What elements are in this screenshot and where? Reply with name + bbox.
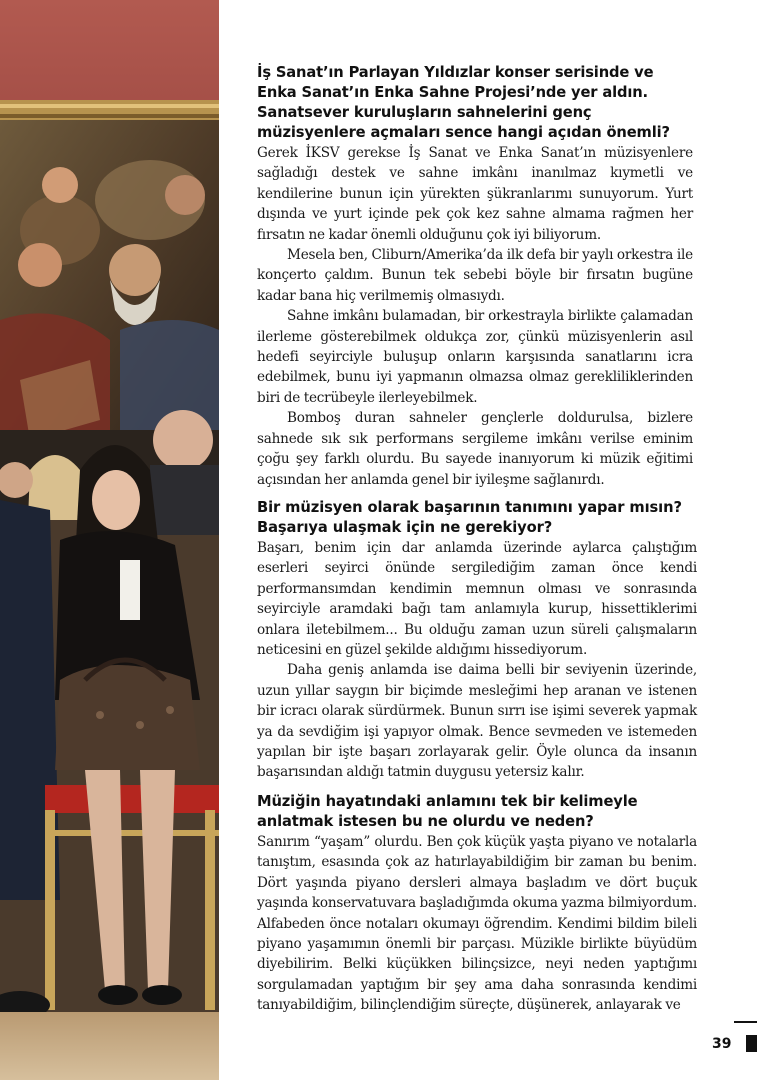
interview-section-1 <box>257 63 693 490</box>
interview-section-2 <box>257 498 697 783</box>
page-marker-block <box>746 1035 757 1052</box>
answer-paragraph: Başarı, benim için dar anlamda üzerinde aylarca çalıştığım eserleri seyirci önünde sergilediğim zaman önce kendi performansımdan kendimin memnun olması ve sonrasında seyirciyle aramdaki bağı tam anlamıyla kurup, hissettiklerimi onlara iletebilmem... Bu olduğu zaman uzun süreli çalışmaların neticesini en güzel şekilde aldığımı hissediyorum. <box>257 540 697 659</box>
interview-question: Müziğin hayatındaki anlamını tek bir kelimeyle anlatmak istesen bu ne olurdu ve neden? <box>257 793 638 830</box>
answer-paragraph: Gerek İKSV gerekse İş Sanat ve Enka Sanat’ın müzisyenlere sağladığı destek ve sahne imkânı inanılmaz kıymetli ve kendilerine bunun için yürekten şükranlarımı sunuyorum. Yurt dışında ve yurt içinde pek çok kez sahne almama rağmen her fırsatın ne kadar önemli olduğunu çok iyi biliyorum. <box>257 145 693 243</box>
answer-paragraph: Mesela ben, Cliburn/Amerika’da ilk defa bir yaylı orkestra ile konçerto çaldım. Bunun tek sebebi böyle bir fırsatın bugüne kadar bana hiç verilmemiş olmasıydı. <box>257 247 693 304</box>
page-number-rule <box>734 1021 757 1023</box>
interview-question: Bir müzisyen olarak başarının tanımını yapar mısın? Başarıya ulaşmak için ne gerekiyor? <box>257 499 682 536</box>
interview-question: İş Sanat’ın Parlayan Yıldızlar konser serisinde ve Enka Sanat’ın Enka Sahne Projesi’nde yer aldın. Sanatsever kuruluşların sahnelerini genç müzisyenlere açmaları sence hangi açıdan önemli? <box>257 64 670 141</box>
audience-photo-art <box>0 0 219 1080</box>
answer-paragraph: Daha geniş anlamda ise daima belli bir seviyenin üzerinde, uzun yıllar saygın bir biçimde mesleğimi hep aranan ve istenen bir icracı olarak sürdürmek. Bunun sırrı ise işimi severek yapmak ya da sevdiğim işi yapıyor olmak. Bence sevmeden ve istemeden yapılan bir işte başarı zorlayarak gelir. Öyle olunca da insanın başarısından aldığı tatmin duygusu yetersiz kalır. <box>257 662 697 781</box>
audience-photo <box>0 0 219 1080</box>
page-number: 39 <box>712 1036 732 1052</box>
answer-paragraph: Bomboş duran sahneler gençlerle doldurulsa, bizlere sahnede sık sık performans sergileme imkânı verilse eminim çoğu şey farklı olurdu. Bu sayede inanıyorum ki müzik eğitimi açısından her anlamda genel bir iyileşme sağlanırdı. <box>257 410 693 488</box>
answer-paragraph: Sanırım “yaşam” olurdu. Ben çok küçük yaşta piyano ve notalarla tanıştım, esasında çok az hatırlayabildiğim bir zaman bu benim. Dört yaşında piyano dersleri almaya başladım ve dört buçuk yaşında konservatuvara başladığımda okuma yazma bilmiyordum. Alfabeden önce notaları okumayı öğrendim. Kendimi bildim bileli piyano yaşamımın önemli bir parçası. Müzikle birlikte büyüdüm diyebilirim. Belki küçükken bilinçsizce, neyi neden yaptığımı sorgulamadan yaptığım bir şey ama daha sonrasında kendimi tanıyabildiğim, bilinçlendiğim süreçte, düşünerek, anlayarak ve <box>257 834 697 1014</box>
answer-paragraph: Sahne imkânı bulamadan, bir orkestrayla birlikte çalamadan ilerleme gösterebilmek oldukça zor, çünkü müzisyenlerin asıl hedefi seyirciyle buluşup onların karşısında sanatlarını icra edebilmek, bunu iyi yapmanın olmazsa olmaz gerekliliklerinden biri de tecrübeyle ilerleyebilmek. <box>257 308 693 406</box>
interview-section-3 <box>257 792 697 1016</box>
